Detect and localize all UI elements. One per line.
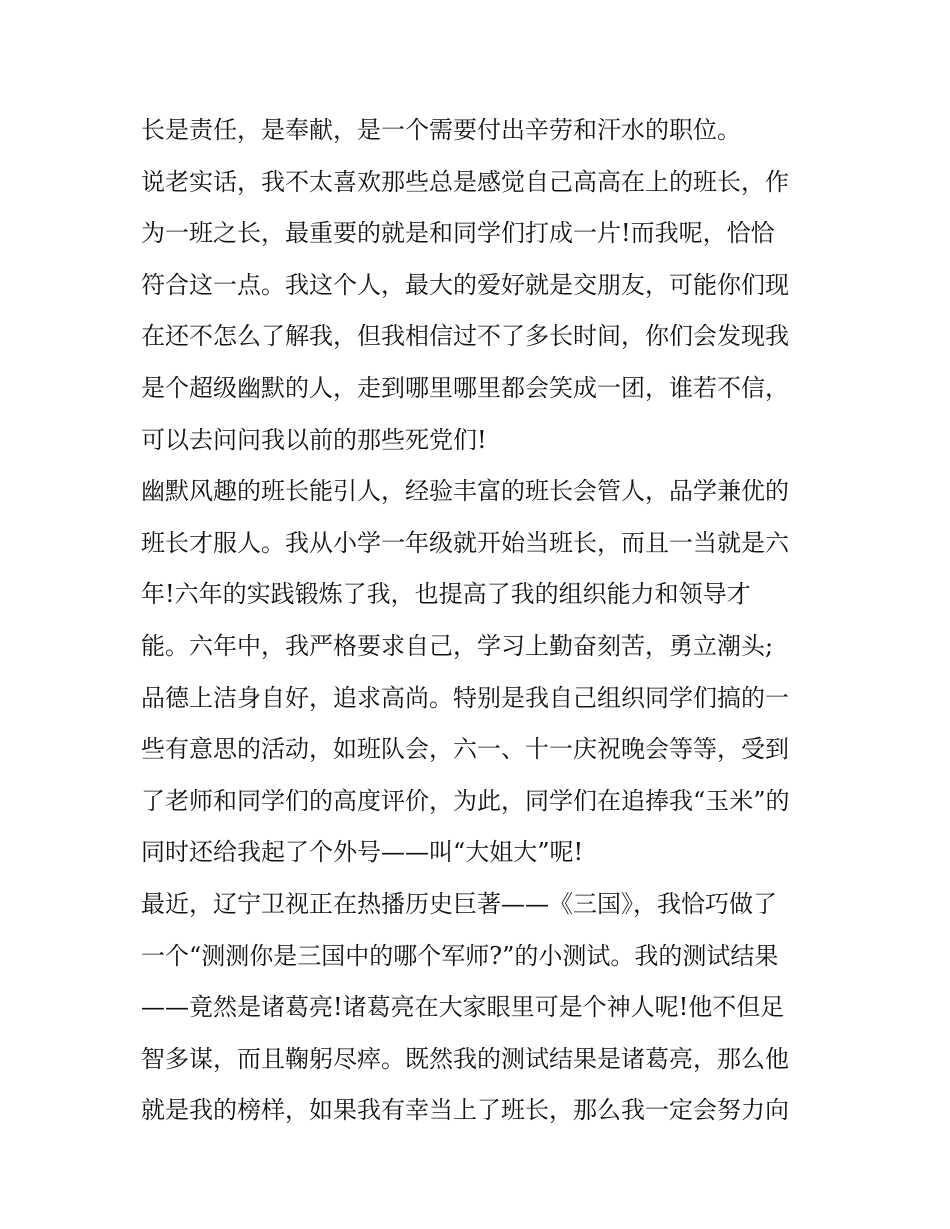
text-line: 最近，辽宁卫视正在热播历史巨著——《三国》，我恰巧做了 xyxy=(141,889,777,918)
text-line: 些有意思的活动，如班队会，六一、十一庆祝晚会等等，受到 xyxy=(141,735,789,764)
text-line: 智多谋，而且鞠躬尽瘁。既然我的测试结果是诸葛亮，那么他 xyxy=(141,1044,789,1073)
document-body xyxy=(141,105,821,1137)
text-line: 为一班之长，最重要的就是和同学们打成一片!而我呢，恰恰 xyxy=(141,219,775,248)
text-line: 了老师和同学们的高度评价，为此，同学们在追捧我“玉米”的 xyxy=(141,786,790,815)
text-line: 在还不怎么了解我，但我相信过不了多长时间，你们会发现我 xyxy=(141,322,789,351)
text-line: 能。六年中，我严格要求自己，学习上勤奋刻苦，勇立潮头; xyxy=(141,631,774,660)
text-line: 幽默风趣的班长能引人，经验丰富的班长会管人，品学兼优的 xyxy=(141,477,789,506)
text-line: 班长才服人。我从小学一年级就开始当班长，而且一当就是六 xyxy=(141,528,789,557)
text-line: 长是责任，是奉献，是一个需要付出辛劳和汗水的职位。 xyxy=(141,116,741,144)
text-line: 可以去问问我以前的那些死党们! xyxy=(141,425,487,454)
text-line: 同时还给我起了个外号——叫“大姐大”呢! xyxy=(141,838,584,867)
text-line: ——竟然是诸葛亮!诸葛亮在大家眼里可是个神人呢!他不但足 xyxy=(141,993,785,1022)
text-line: 一个“测测你是三国中的哪个军师?”的小测试。我的测试结果 xyxy=(141,941,779,970)
text-line: 就是我的榜样，如果我有幸当上了班长，那么我一定会努力向 xyxy=(141,1096,789,1125)
text-line: 品德上洁身自好，追求高尚。特别是我自己组织同学们搞的一 xyxy=(141,683,789,712)
text-line: 说老实话，我不太喜欢那些总是感觉自己高高在上的班长，作 xyxy=(141,167,789,196)
text-line: 是个超级幽默的人，走到哪里哪里都会笑成一团，谁若不信， xyxy=(141,373,789,402)
text-line: 符合这一点。我这个人，最大的爱好就是交朋友，可能你们现 xyxy=(141,270,789,299)
text-line: 年!六年的实践锻炼了我，也提高了我的组织能力和领导才 xyxy=(141,580,751,609)
